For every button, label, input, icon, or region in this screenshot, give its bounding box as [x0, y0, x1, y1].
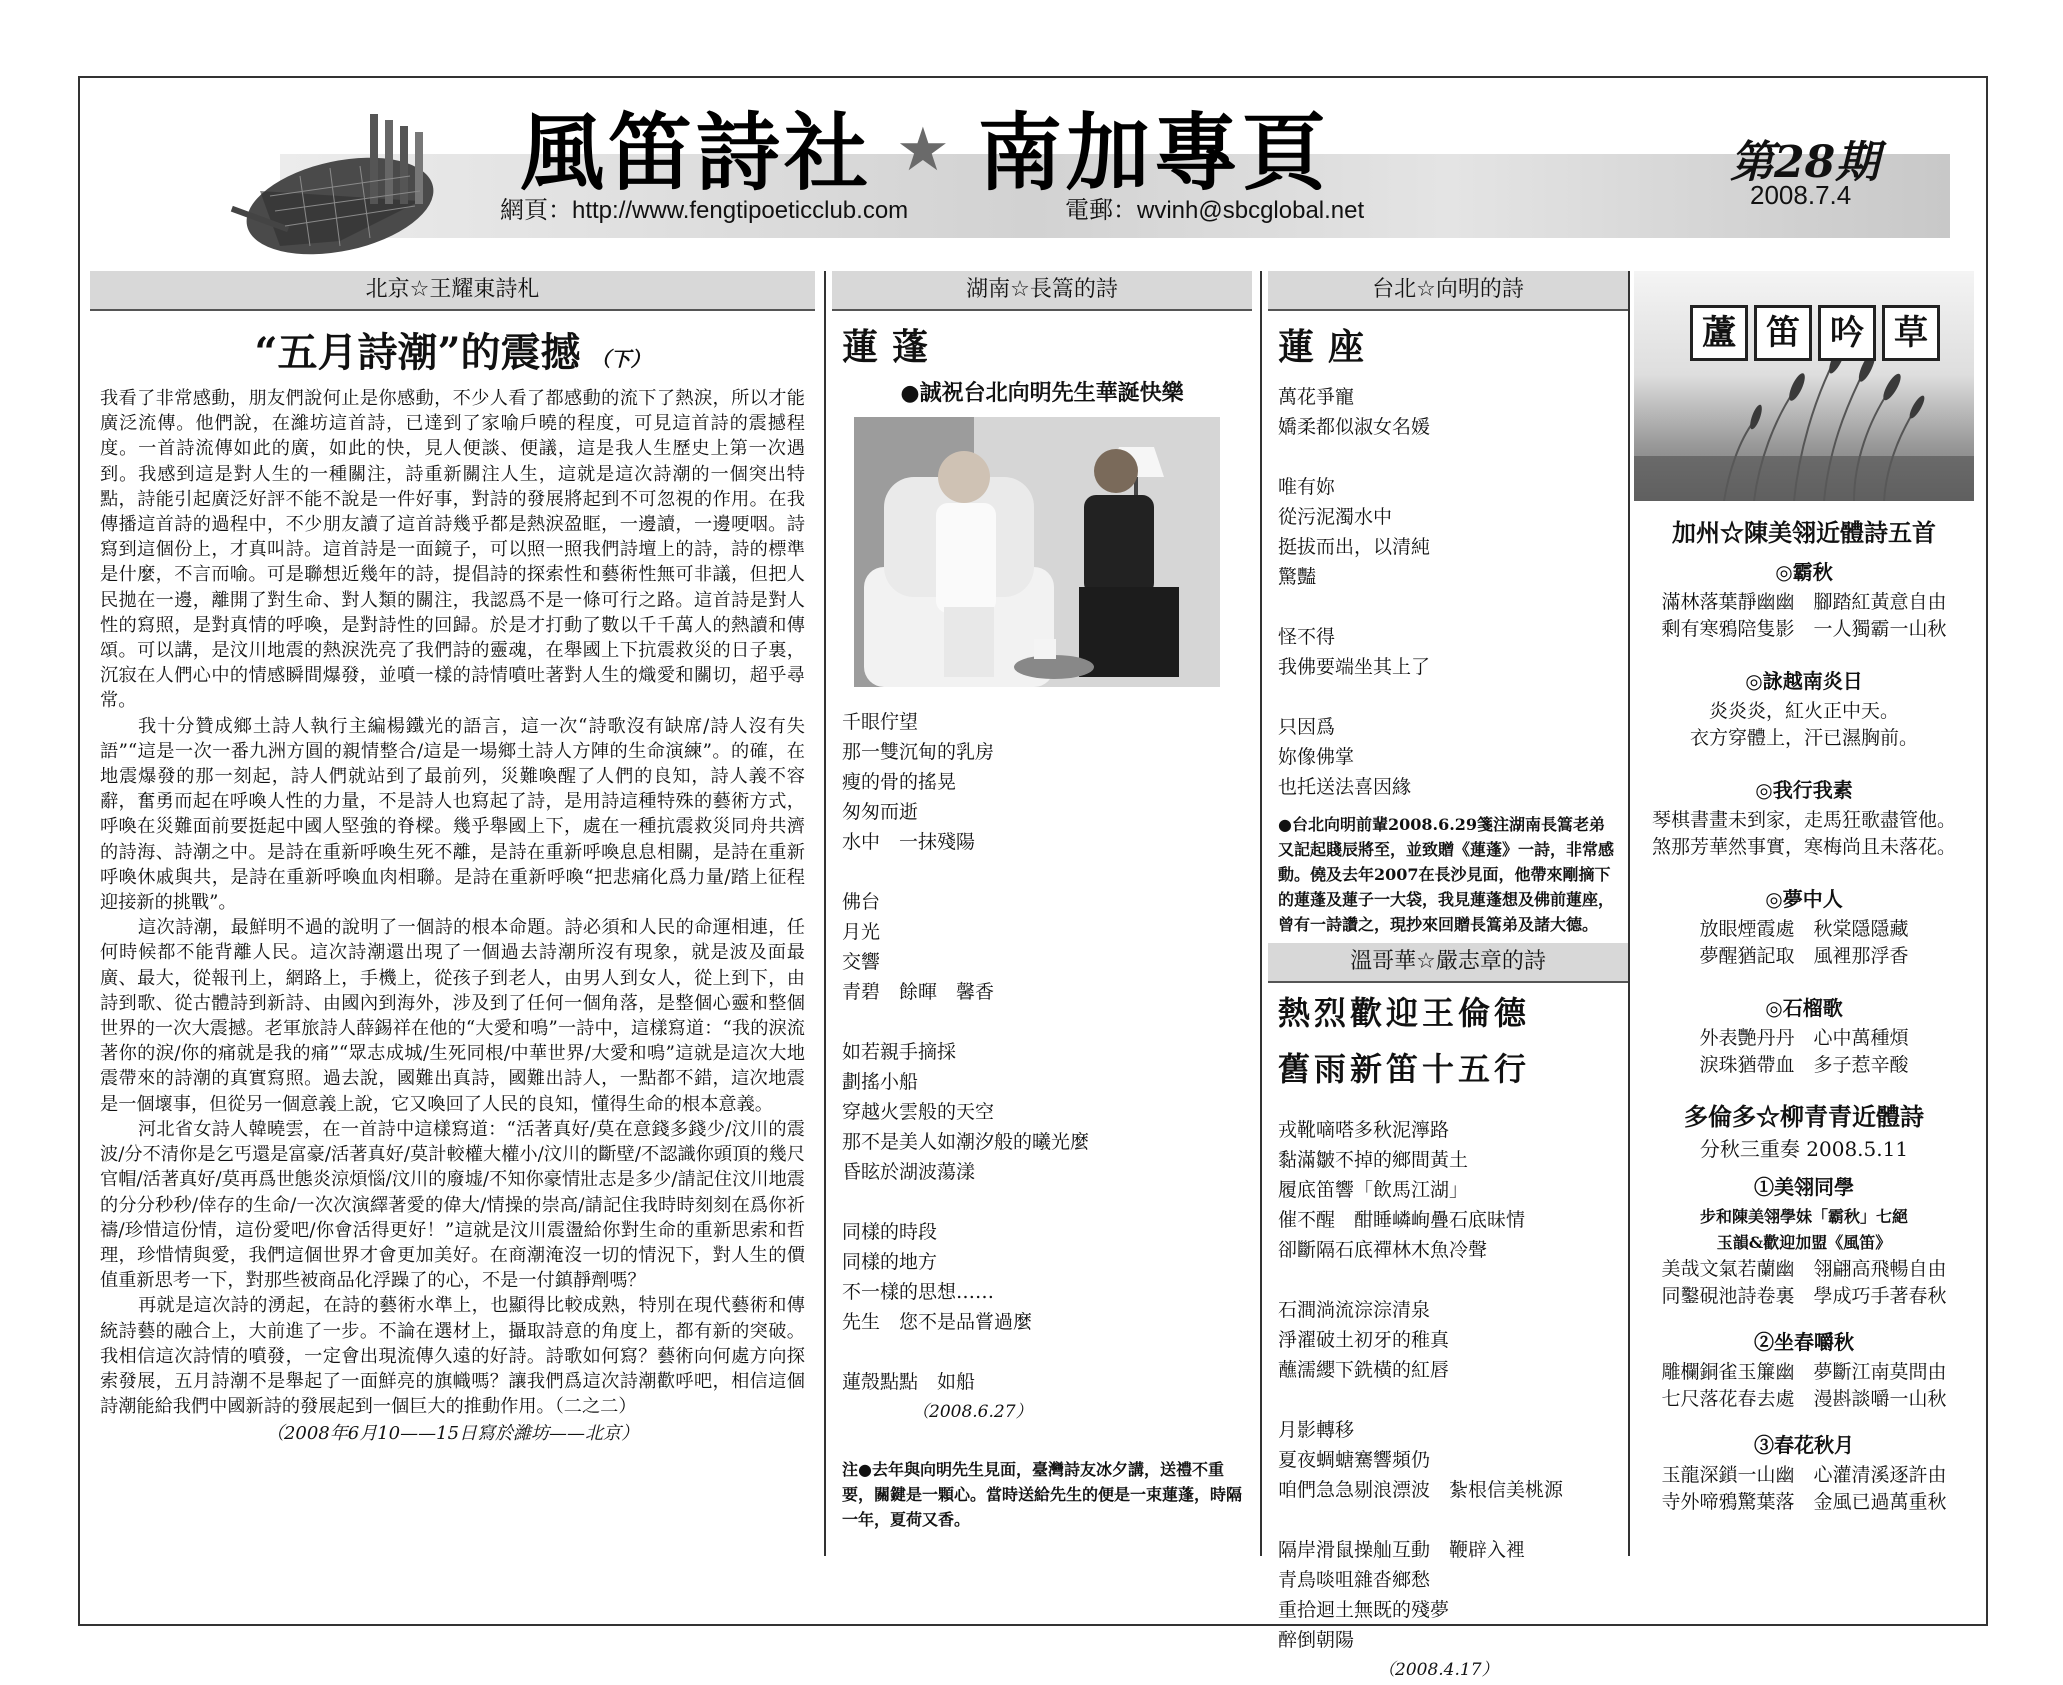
poem-line: 同樣的地方: [842, 1251, 938, 1273]
poem-line: 先生 您不是品嘗過麼: [842, 1311, 1033, 1333]
poem-line: 滿林落葉靜幽幽 腳踏紅黃意自由: [1661, 591, 1947, 613]
poem-line: 交響: [842, 951, 881, 973]
poem-line: 妳像佛掌: [1278, 746, 1355, 768]
banner-char: 草: [1882, 305, 1940, 361]
website-link[interactable]: 網頁：http://www.fengtipoeticclub.com: [500, 197, 909, 224]
poem-set-subtitle: 分秋三重奏 2008.5.11: [1699, 1137, 1909, 1161]
poem-title: ②坐春嚼秋: [1754, 1330, 1854, 1354]
poem-title: 蓮座: [1278, 326, 1379, 368]
poem-body: [1268, 1115, 1628, 1685]
poem-body: [1268, 382, 1628, 802]
section-header: 溫哥華☆嚴志章的詩: [1268, 943, 1628, 983]
poem-line: 寺外啼鴉驚葉落 金風已過萬重秋: [1661, 1491, 1947, 1513]
masthead-title: [520, 86, 1330, 202]
section-header: 湖南☆長篙的詩: [832, 271, 1252, 311]
poem-line: 外表艷丹丹 心中萬種煩: [1699, 1027, 1909, 1049]
essay-signature: （2008年6月10——15日寫於濰坊——北京）: [265, 1423, 640, 1445]
column-divider: [1628, 271, 1630, 1556]
poem-line: 從污泥濁水中: [1278, 506, 1393, 528]
stanza-gap: [842, 1337, 1252, 1367]
paragraph: 再就是這次詩的湧起，在詩的藝術水準上，也顯得比較成熟，特別在現代藝術和傳統詩藝的融合上，大前進了一步。不論在選材上，攝取詩意的角度上，都有新的突破。我相信這次詩情的噴發，一定會出現流傳久遠的好詩。詩歌如何寫？藝術向何處方向探索發展，五月詩潮不是舉起了一面鮮亮的旗幟嗎？讓我們爲這次詩潮歡呼吧，相信這個詩潮能給我們中國新詩的發展起到一個巨大的推動作用。（二之二）: [100, 1295, 805, 1418]
poem-line: 淨濯破土初牙的稚真: [1278, 1329, 1450, 1351]
poem-line: 那一雙沉甸的乳房: [842, 741, 995, 763]
poem-line: 穿越火雲般的天空: [842, 1101, 995, 1123]
poem-line: 怪不得: [1278, 626, 1336, 648]
poem-line: 嬌柔都似淑女名媛: [1278, 416, 1431, 438]
stanza-gap: [1278, 1385, 1628, 1415]
poem-line: 萬花爭寵: [1278, 386, 1355, 408]
column-divider: [824, 271, 826, 1556]
liu-qingqing-poems: [1634, 1097, 1974, 1516]
stanza-gap: [1278, 682, 1628, 712]
poem-line: 我佛要端坐其上了: [1278, 656, 1431, 678]
poem-line: 也托送法喜因緣: [1278, 776, 1412, 798]
poet-heading: 多倫多☆柳青青近體詩: [1684, 1102, 1924, 1131]
headline-note: （下）: [590, 347, 651, 371]
poem-title: ①美翎同學: [1754, 1175, 1854, 1199]
poem-line: 青碧 餘暉 馨香: [842, 981, 995, 1003]
section-header: 北京☆王耀東詩札: [90, 271, 815, 311]
bagpipe-icon: [220, 106, 460, 266]
title-left: 風笛詩社: [520, 104, 873, 202]
poem-line: 咱們急急剔浪漂波 紮根信美桃源: [1278, 1479, 1564, 1501]
poem-title: ◎詠越南炎日: [1745, 669, 1863, 693]
essay-body: [90, 386, 815, 1445]
poem-line: 月光: [842, 921, 881, 943]
poem-title: ◎石榴歌: [1765, 996, 1843, 1020]
poem-line: 只因爲: [1278, 716, 1336, 738]
poem-line: 月影轉移: [1278, 1419, 1355, 1441]
stanza-gap: [1278, 442, 1628, 472]
poem-title: ◎我行我素: [1755, 778, 1853, 802]
poem-line: 雕欄銅雀玉簾幽 夢斷江南莫問由: [1661, 1361, 1947, 1383]
poem-body: [832, 707, 1252, 1427]
poem-line: 水中 一抹殘陽: [842, 831, 976, 853]
poem-title: ◎夢中人: [1765, 887, 1843, 911]
poem-line: 不一樣的思想……: [842, 1281, 995, 1303]
stanza-gap: [842, 1187, 1252, 1217]
stanza-gap: [1278, 1505, 1628, 1535]
poem-line: 匆匆而逝: [842, 801, 919, 823]
poem-title: 熱烈歡迎王倫德: [1278, 994, 1531, 1032]
poem-line: 那不是美人如潮汐般的曦光麼: [842, 1131, 1090, 1153]
poem-line: 驚豔: [1278, 566, 1317, 588]
poem-line: 履底笛響「飲馬江湖」: [1278, 1179, 1469, 1201]
poem-line: 卻斷隔石底禪林木魚冷聲: [1278, 1239, 1488, 1261]
poem-line: 石澗淌流淙淙清泉: [1278, 1299, 1431, 1321]
poem-line: 淚珠猶帶血 多子惹辛酸: [1699, 1054, 1909, 1076]
column-classical: [1634, 271, 1974, 1516]
poem-line: 煞那芳華然事實，寒梅尚且未落花。: [1651, 836, 1956, 858]
paragraph: 河北省女詩人韓曉雲，在一首詩中這樣寫道：“活著真好/莫在意錢多錢少/汶川的震波/分不清你是乞丐還是富豪/活著真好/莫計較權大權小/汶川的斷壁/不認識你頭頂的幾尺官帽/活著真好/莫再爲世態炎涼煩惱/汶川的廢墟/不知你豪情壯志是多少/請記住汶川地震的分分秒秒/倖存的生命/一次次演繹著愛的偉大/情操的崇高/請記住我時時刻刻在爲你祈禱/珍惜這份情，這份愛吧/你會活得更好！”這就是汶川震盪給你對生命的重新思索和哲理，珍惜情與愛，我們這個世界才會更加美好。在商潮淹沒一切的情況下，對人生的價值重新思考一下，對那些被商品化浮躁了的心，不是一付鎮靜劑嗎？: [100, 1118, 805, 1292]
poem-line: 劃搖小船: [842, 1071, 919, 1093]
poem-line: 蓮殼點點 如船: [842, 1371, 976, 1393]
photo-two-men: [854, 417, 1220, 687]
poem-line: 夢醒猶記取 風裡那浮香: [1699, 945, 1909, 967]
column-essay: [90, 271, 815, 1445]
poem-line: 醉倒朝陽: [1278, 1629, 1355, 1651]
reed-banner: [1690, 305, 1940, 361]
poem-line: 昏眩於湖波蕩漾: [842, 1161, 976, 1183]
column-lianpeng: [832, 271, 1252, 1532]
poem-note: ●台北向明前輩2008.6.29箋注湖南長篙老弟又記起賤辰將至，並致贈《蓮蓬》一詩，非常感動。僥及去年2007在長沙見面，他帶來剛摘下的蓮蓬及蓮子一大袋，我見蓮蓬想及佛前蓮座，曾有一詩讚之，現抄來回贈長篙弟及諸大德。: [1278, 815, 1615, 934]
banner-char: 蘆: [1690, 305, 1748, 361]
poem-line: 放眼煙霞處 秋棠隱隱藏: [1699, 918, 1909, 940]
poem-line: 衣方穿體上，汗已濕胸前。: [1689, 727, 1918, 749]
banner-char: 吟: [1818, 305, 1876, 361]
poem-line: 美哉文氣若蘭幽 翎翩高飛暢自由: [1661, 1258, 1947, 1280]
poem-line: 千眼佇望: [842, 711, 919, 733]
poem-line: 戎靴嘀嗒多秋泥濘路: [1278, 1119, 1450, 1141]
poem-line: 夏夜蜩螗騫響頻仍: [1278, 1449, 1431, 1471]
section-header: 台北☆向明的詩: [1268, 271, 1628, 311]
poem-line: 挺拔而出，以清純: [1278, 536, 1431, 558]
issue-date: 2008.7.4: [1750, 180, 1852, 210]
poem-subtitle: 舊雨新笛十五行: [1278, 1050, 1531, 1088]
poem-line: 同鑿硯池詩卷裏 學成巧手著春秋: [1661, 1285, 1947, 1307]
poem-line: 佛台: [842, 891, 881, 913]
star-icon: ★: [896, 115, 954, 185]
poem-line: 青鳥啖咀雜沓鄉愁: [1278, 1569, 1431, 1591]
column-divider: [1260, 271, 1262, 1556]
poem-date: （2008.6.27）: [912, 1402, 1033, 1422]
poem-date: （2008.4.17）: [1378, 1660, 1499, 1680]
poem-line: 黏滿皺不掉的鄉間黃土: [1278, 1149, 1469, 1171]
column-lianzuo: [1268, 271, 1628, 1685]
poet-heading: 加州☆陳美翎近體詩五首: [1672, 518, 1936, 547]
poem-line: 同樣的時段: [842, 1221, 938, 1243]
poem-line: 催不醒 酣睡嶙峋疊石底昧情: [1278, 1209, 1526, 1231]
stanza-gap: [1278, 1265, 1628, 1295]
poem-line: 唯有妳: [1278, 476, 1336, 498]
essay-headline: [90, 321, 815, 378]
stanza-gap: [1278, 592, 1628, 622]
poem-title: ③春花秋月: [1754, 1433, 1854, 1457]
photo: [854, 417, 1220, 687]
stanza-gap: [842, 857, 1252, 887]
poem-title: ◎霸秋: [1775, 560, 1833, 584]
stanza-gap: [842, 1007, 1252, 1037]
poem-dedication: ●誠祝台北向明先生華誕快樂: [900, 380, 1184, 406]
poem-line: 隔岸滑鼠操舢互動 鞭辟入裡: [1278, 1539, 1526, 1561]
newspaper-page: [78, 76, 1988, 1680]
title-right: 南加專頁: [977, 104, 1330, 202]
poem-line: 琴棋書畫未到家，走馬狂歌盡管他。: [1651, 809, 1956, 831]
poem-line: 七尺落花春去處 漫斟談嚼一山秋: [1661, 1388, 1947, 1410]
poem-line: 瘦的骨的搖晃: [842, 771, 957, 793]
masthead: [80, 78, 1986, 258]
poem-line: 玉龍深鎖一山幽 心灌清溪逐許由: [1661, 1464, 1947, 1486]
banner-char: 笛: [1754, 305, 1812, 361]
poem-note: 步和陳美翎學妹「霸秋」七絕: [1699, 1207, 1908, 1226]
issue-number: 第28期: [1730, 137, 1880, 188]
chen-meiling-poems: [1634, 513, 1974, 1079]
paragraph: 我看了非常感動，朋友們說何止是你感動，不少人看了都感動的流下了熱淚，所以才能廣泛流傳。他們說，在濰坊這首詩，已達到了家喻戶曉的程度，可見這首詩的震撼程度。一首詩流傳如此的廣，如此的快，見人便談、便議，這是我人生歷史上第一次遇到。我感到這是對人生的一種關注，詩重新關注人生，這就是這次詩潮的一個突出特點，詩能引起廣泛好評不能不說是一件好事，對詩的發展將起到不可忽視的作用。在我傳播這首詩的過程中，不少朋友讀了這首詩幾乎都是熱淚盈眶，一邊讀，一邊哽咽。詩寫到這個份上，才真叫詩。這首詩是一面鏡子，可以照一照我們詩壇上的詩，詩的標準是什麼，不言而喻。可是聯想近幾年的詩，提倡詩的探索性和藝術性無可非議，但把人民拋在一邊，離開了對生命、對人類的關注，我認爲不是一條可行之路。這首詩是對人性的寫照，是對真情的呼喚，是對詩性的回歸。於是才打動了數以千千萬人的熱讀和傳頌。可以講，是汶川地震的熱淚洗亮了我們詩的靈魂，在舉國上下抗震救災的日子裏，沉寂在人們心中的情感瞬間爆發，並噴一樣的詩情噴吐著對人生的熾愛和關切，超乎尋常。: [100, 388, 805, 712]
email-link[interactable]: 電郵：wvinh@sbcglobal.net: [1065, 197, 1365, 224]
poem-note: 玉韻&歡迎加盟《風笛》: [1716, 1233, 1892, 1252]
paragraph: 這次詩潮，最鮮明不過的說明了一個詩的根本命題。詩必須和人民的命運相連，任何時候都不能背離人民。這次詩潮還出現了一個過去詩潮所沒有現象，就是波及面最廣、最大，從報刊上，網路上，手機上，從孩子到老人，由男人到女人，從上到下，由詩到歌、從古體詩到新詩、由國內到海外，涉及到了任何一個角落，是整個心靈和整個世界的一次大震撼。老軍旅詩人薛錫祥在他的“大愛和鳴”一詩中，這樣寫道：“我的淚流著你的淚/你的痛就是我的痛”“眾志成城/生死同根/中華世界/大愛和鳴”這就是這次大地震帶來的詩潮的真實寫照。過去說，國難出真詩，國難出詩人，一點都不錯，這次地震是一個壞事，但從另一個意義上說，它又喚回了人民的良知，懂得生命的根本意義。: [100, 917, 805, 1115]
poem-line: 蘸濡纓下銑橫的紅唇: [1278, 1359, 1450, 1381]
poem-line: 炎炎炎，紅火正中天。: [1708, 700, 1899, 722]
poem-note: 注●去年與向明先生見面，臺灣詩友冰夕講，送禮不重要，關鍵是一顆心。當時送給先生的便是一束蓮蓬，時隔一年，夏荷又香。: [842, 1460, 1243, 1529]
poem-line: 剩有寒鴉陪隻影 一人獨霸一山秋: [1661, 618, 1947, 640]
paragraph: 我十分贊成鄉土詩人執行主編楊鐵光的語言，這一次“詩歌沒有缺席/詩人沒有失語”“這是一次一番九洲方圓的親情整合/這是一場鄉土詩人方陣的生命演練”。的確，在地震爆發的那一刻起，詩人們就站到了最前列，災難喚醒了人們的良知，詩人義不容辭，奮勇而起在呼喚人性的力量，不是詩人也寫起了詩，是用詩這種特殊的藝術方式，呼喚在災難面前要挺起中國人堅強的脊樑。幾乎舉國上下，處在一種抗震救災同舟共濟的詩海、詩潮之中。是詩在重新呼喚生死不離，是詩在重新呼喚息息相關，是詩在重新呼喚休戚與共，是詩在重新呼喚血肉相聯。是詩在重新呼喚“把悲痛化爲力量/踏上征程迎接新的挑戰”。: [100, 715, 805, 914]
wheat-field-image: [1634, 271, 1974, 501]
poem-title: 蓮蓬: [842, 326, 943, 368]
poem-line: 重拾迴土無既的殘夢: [1278, 1599, 1450, 1621]
poem-line: 如若親手摘採: [842, 1041, 957, 1063]
headline-text: “五月詩潮”的震撼: [254, 329, 581, 376]
